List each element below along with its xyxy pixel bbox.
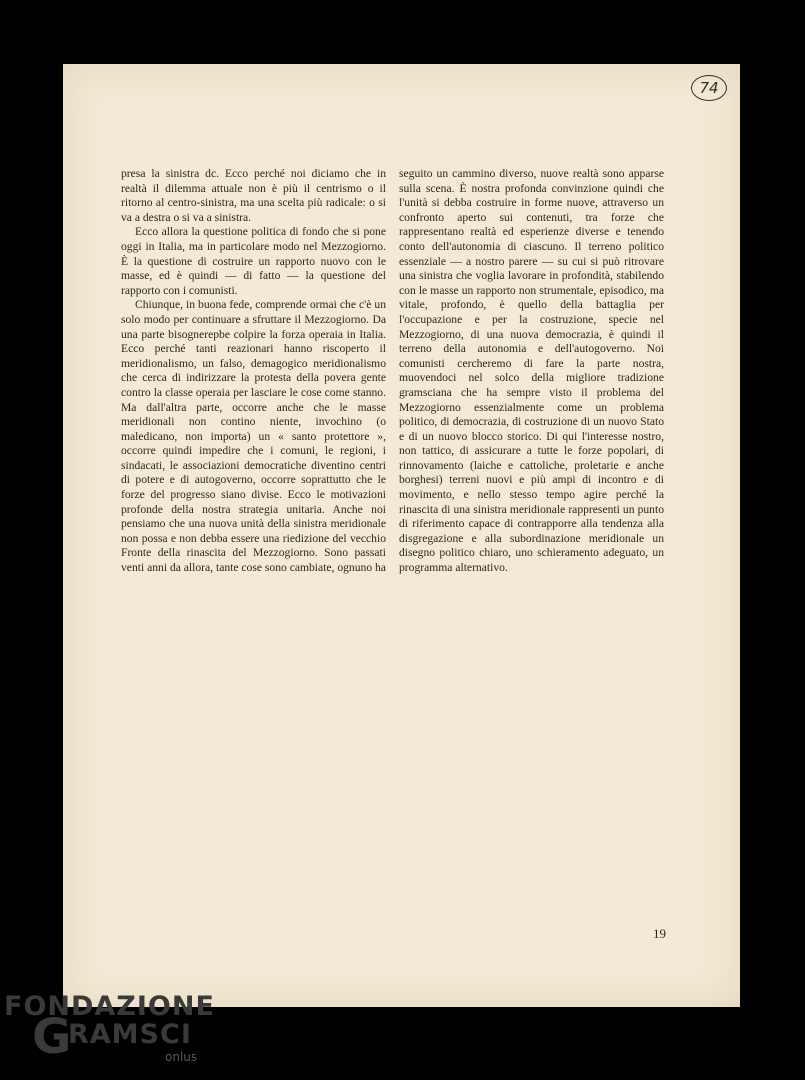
page-number: 19	[653, 926, 666, 941]
logo-text-fondazione: FONDAZIONE	[4, 991, 215, 1022]
paragraph: presa la sinistra dc. Ecco perché noi diciamo che in realtà il dilemma attuale non è più il centrismo o il ritorno al centro-sinistra, ma una scelta più radicale: o si va a destra o si va a sinistra.	[121, 167, 386, 224]
logo-text-onlus: onlus	[165, 1050, 198, 1064]
left-text-column	[121, 167, 386, 576]
logo-text-gramsci: RAMSCI	[68, 1019, 192, 1050]
logo-g-letter: G	[32, 1009, 72, 1065]
right-text-column	[399, 167, 664, 576]
archive-page-mark: 74	[691, 75, 727, 101]
paragraph: seguito un cammino diverso, nuove realtà sono apparse sulla scena. È nostra profonda convinzione quindi che l'unità si debba costruire in forme nuove, attraverso un confronto aperto sui contenuti, tra forze che rappresentano realtà ed esperienze diverse e tenendo conto dell'autonomia di ciascuno. Il terreno politico essenziale — a nostro parere — su cui si può ritrovare una sinistra che voglia lavorare in profondità, stabilendo con le masse un rapporto non strumentale, episodico, ma vitale, profondo, è quello della battaglia per l'occupazione e per la costruzione, specie nel Mezzogiorno, di una nuova democrazia, è quindi il terreno della autonomia e dell'autogoverno. Noi comunisti cercheremo di fare la parte nostra, muovendoci nel solco della migliore tradizione gramsciana che ha sempre visto il problema del Mezzogiorno essenzialmente come un problema politico, di democrazia, di costruzione di un nuovo Stato e di un nuovo blocco storico. Di qui l'interesse nostro, non tattico, di assicurare a tutte le forze popolari, di rinnovamento (laiche e cattoliche, proletarie e anche borghesi) terreni nuovi e più ampi di incontro e di movimento, e nello stesso tempo agire perché la rinascita di una sinistra meridionale rappresenti un punto di riferimento capace di contrapporre alla tendenza alla disgregazione e alla subordinazione meridionale un disegno politico chiaro, uno schieramento adeguato, un programma alternativo.	[399, 167, 664, 575]
fondazione-gramsci-logo	[0, 985, 260, 1080]
paragraph: Chiunque, in buona fede, comprende ormai che c'è un solo modo per continuare a sfruttare il Mezzogiorno. Da una parte bisognerepbe colpire la forza operaia in Italia. Ecco perché tanti reazionari hanno riscoperto il meridionalismo, un falso, demagogico meridionalismo che cerca di indirizzare la protesta della povera gente contro la classe operaia per lasciare le cose come stanno. Ma dall'altra parte, occorre anche che le masse meridionali non contino niente, invochino (o maledicano, non importa) un « santo protettore », occorre quindi impedire che i comuni, le regioni, i sindacati, le associazioni democratiche diventino centri di potere e di autogoverno, occorre soprattutto che le forze del progresso siano divise. Ecco le motivazioni profonde della nostra strategia unitaria. Anche noi pensiamo che una nuova unità della sinistra meridionale non possa e non debba essere una riedizione del vecchio Fronte della rinascita del Mezzogiorno. Sono passati venti anni da allora, tante cose sono cambiate, ognuno ha	[121, 298, 386, 575]
document-page	[63, 64, 740, 1007]
paragraph: Ecco allora la questione politica di fondo che si pone oggi in Italia, ma in particolare modo nel Mezzogiorno. È la questione di costruire un rapporto nuovo con le masse, ed è quindi — di fatto — la questione del rapporto con i comunisti.	[121, 225, 386, 297]
